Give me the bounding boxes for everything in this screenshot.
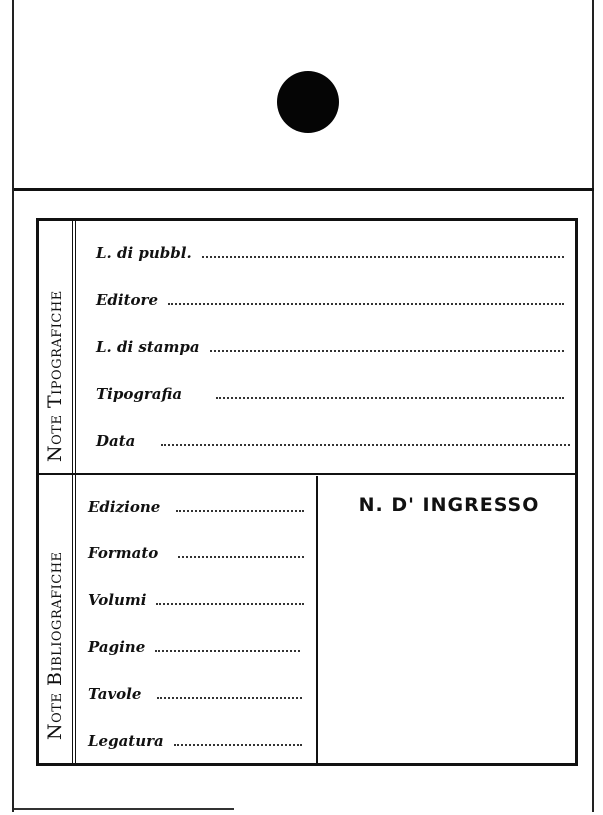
section-divider — [36, 473, 578, 475]
field-label: L. di stampa — [96, 338, 200, 356]
bibliografiche-title: Note Bibliografiche — [44, 551, 66, 740]
field-label: Tavole — [88, 685, 142, 703]
field-label: Editore — [96, 291, 158, 309]
field-editore[interactable] — [96, 291, 564, 309]
ingresso-number-label: N. D' INGRESSO — [358, 494, 540, 516]
field-legatura[interactable] — [88, 732, 302, 750]
card-left-edge — [12, 0, 14, 812]
field-label: Legatura — [88, 732, 164, 750]
field-luogo-stampa[interactable] — [96, 338, 564, 356]
field-label: Formato — [88, 544, 159, 562]
tipografiche-title: Note Tipografiche — [44, 290, 66, 462]
dotted-line — [168, 303, 564, 305]
card-right-edge — [592, 0, 594, 812]
dotted-line — [210, 350, 564, 352]
card-fold-line — [14, 188, 594, 191]
dotted-line — [216, 397, 564, 399]
field-tavole[interactable] — [88, 685, 302, 703]
field-label: Tipografia — [96, 385, 183, 403]
field-label: Edizione — [88, 498, 161, 516]
field-tipografia[interactable] — [96, 385, 564, 403]
sidebar-double-line — [72, 221, 76, 763]
field-label: Volumi — [88, 591, 147, 609]
dotted-line — [161, 444, 570, 446]
dotted-line — [156, 603, 304, 605]
punch-hole — [277, 71, 339, 133]
field-label: L. di pubbl. — [96, 244, 192, 262]
ingresso-divider — [316, 476, 318, 763]
dotted-line — [157, 697, 302, 699]
dotted-line — [176, 510, 304, 512]
field-pagine[interactable] — [88, 638, 300, 656]
field-formato[interactable] — [88, 544, 304, 562]
field-luogo-pubblicazione[interactable] — [96, 244, 564, 262]
field-edizione[interactable] — [88, 498, 304, 516]
field-label: Pagine — [88, 638, 146, 656]
dotted-line — [155, 650, 300, 652]
field-data[interactable] — [96, 432, 570, 450]
dotted-line — [178, 556, 304, 558]
dotted-line — [174, 744, 302, 746]
card-bottom-line — [14, 808, 234, 810]
field-label: Data — [96, 432, 136, 450]
field-volumi[interactable] — [88, 591, 304, 609]
dotted-line — [202, 256, 564, 258]
